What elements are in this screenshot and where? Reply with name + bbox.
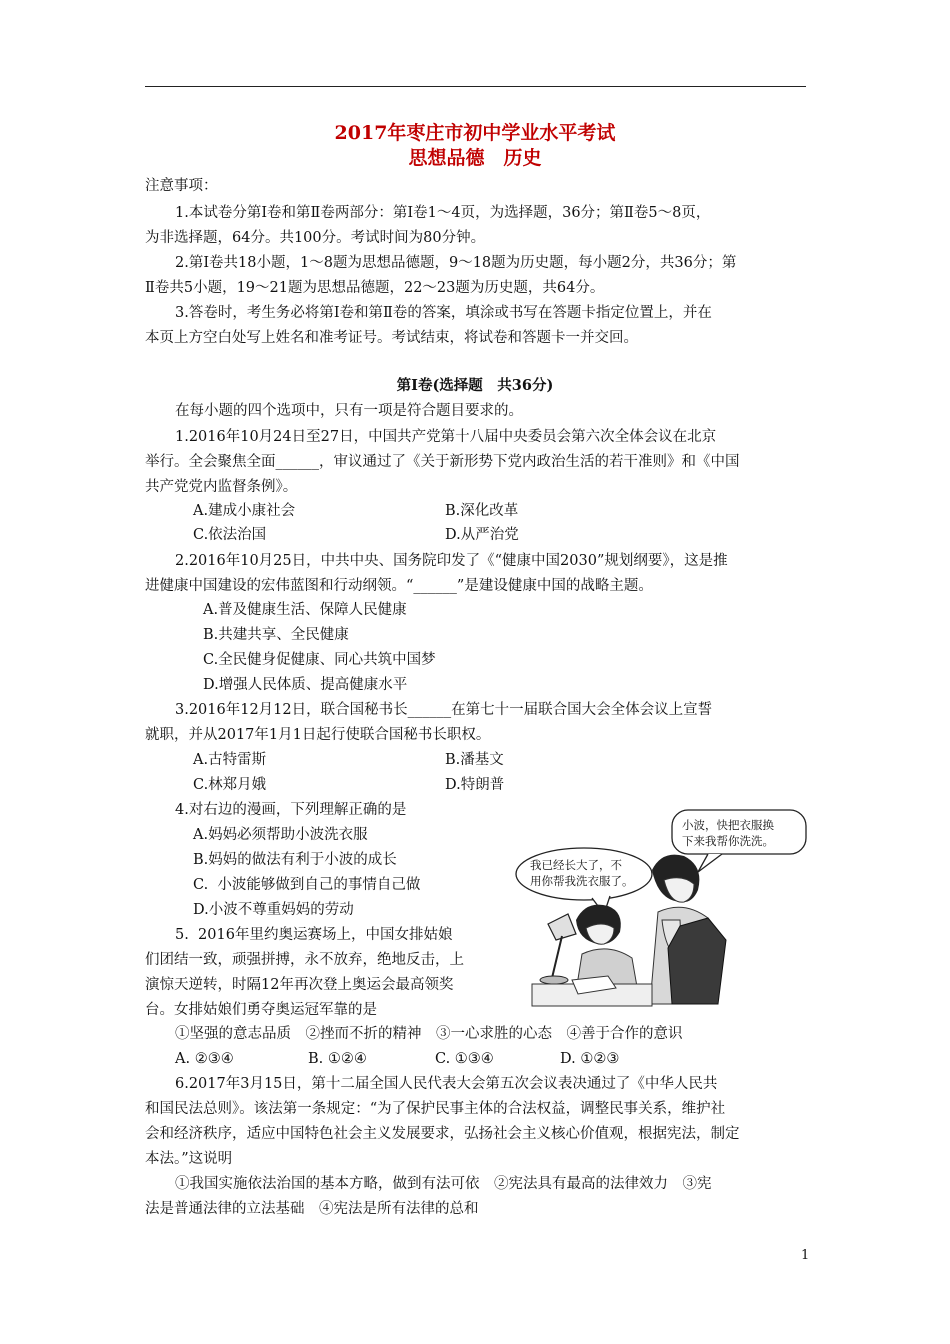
q6-line-3: 会和经济秩序，适应中国特色社会主义发展要求，弘扬社会主义核心价值观，根据宪法，制定 xyxy=(145,1126,740,1142)
q5-line-4: 台。女排姑娘们勇夺奥运冠军靠的是 xyxy=(145,1002,377,1018)
q4-stem: 4.对右边的漫画，下列理解正确的是 xyxy=(175,802,407,818)
exam-subtitle: 思想品德 历史 xyxy=(408,147,542,169)
q1-line-1: 1.2016年10月24日至27日，中国共产党第十八届中央委员会第六次全体会议在北京 xyxy=(175,429,717,445)
note-3-line-2: 本页上方空白处写上姓名和准考证号。考试结束，将试卷和答题卡一并交回。 xyxy=(145,330,638,346)
section-title: 第Ⅰ卷(选择题 共36分) xyxy=(396,377,554,394)
q5-option-a: A. ②③④ xyxy=(175,1051,234,1067)
top-rule xyxy=(145,86,806,87)
q1-option-a: A.建成小康社会 xyxy=(193,503,296,519)
mom-speech-text-2: 下来我帮你洗洗。 xyxy=(682,834,774,848)
note-1-line-2: 为非选择题，64分。共100分。考试时间为80分钟。 xyxy=(145,230,486,246)
desk-lamp-icon xyxy=(540,914,576,984)
q2-option-a: A.普及健康生活、保障人民健康 xyxy=(203,602,407,618)
q4-option-a: A.妈妈必须帮助小波洗衣服 xyxy=(193,827,368,843)
q2-option-b: B.共建共享、全民健康 xyxy=(203,627,349,643)
q1-option-d: D.从严治党 xyxy=(445,527,519,543)
q6-line-1: 6.2017年3月15日，第十二届全国人民代表大会第五次会议表决通过了《中华人民共 xyxy=(175,1076,718,1092)
q6-items-line-2: 法是普通法律的立法基础 ④宪法是所有法律的总和 xyxy=(145,1201,479,1217)
q6-line-2: 和国民法总则》。该法第一条规定：“为了保护民事主体的合法权益，调整民事关系，维护社 xyxy=(145,1101,726,1117)
q3-option-b: B.潘基文 xyxy=(445,752,504,768)
q5-option-c: C. ①③④ xyxy=(435,1051,494,1067)
q3-line-1: 3.2016年12月12日，联合国秘书长______在第七十一届联合国大会全体会议上宣誓 xyxy=(175,702,713,718)
exam-title: 2017年枣庄市初中学业水平考试 xyxy=(334,122,616,144)
cartoon-illustration xyxy=(512,808,810,1008)
note-2-line-2: Ⅱ卷共5小题，19～21题为思想品德题，22～23题为历史题，共64分。 xyxy=(145,280,605,296)
notes-heading: 注意事项： xyxy=(145,178,218,194)
q1-line-2: 举行。全会聚焦全面______，审议通过了《关于新形势下党内政治生活的若干准则》和《中国 xyxy=(145,454,740,470)
q5-line-1: 5. 2016年里约奥运赛场上，中国女排姑娘 xyxy=(175,927,453,943)
q5-line-3: 演惊天逆转，时隔12年再次登上奥运会最高领奖 xyxy=(145,977,454,993)
q4-option-b: B.妈妈的做法有利于小波的成长 xyxy=(193,852,397,868)
q3-option-a: A.古特雷斯 xyxy=(193,752,267,768)
q1-line-3: 共产党党内监督条例》。 xyxy=(145,479,298,495)
q3-line-2: 就职，并从2017年1月1日起行使联合国秘书长职权。 xyxy=(145,727,491,743)
q5-option-b: B. ①②④ xyxy=(308,1051,367,1067)
q6-line-4: 本法。”这说明 xyxy=(145,1151,233,1167)
q2-line-2: 进健康中国建设的宏伟蓝图和行动纲领。“______”是建设健康中国的战略主题。 xyxy=(145,578,653,594)
q2-line-1: 2.2016年10月25日，中共中央、国务院印发了《“健康中国2030”规划纲要》，这是推 xyxy=(175,553,728,569)
q6-items-line-1: ①我国实施依法治国的基本方略，做到有法可依 ②宪法具有最高的法律效力 ③宪 xyxy=(175,1176,712,1192)
mom-bubble-tail xyxy=(698,854,722,872)
mom-speech-text-1: 小波，快把衣服换 xyxy=(682,818,774,832)
q4-option-c: C. 小波能够做到自己的事情自己做 xyxy=(193,877,421,893)
q5-line-2: 们团结一致，顽强拼搏，永不放弃，绝地反击，上 xyxy=(145,952,464,968)
q5-option-d: D. ①②③ xyxy=(560,1051,620,1067)
q5-items: ①坚强的意志品质 ②挫而不折的精神 ③一心求胜的心态 ④善于合作的意识 xyxy=(175,1026,683,1042)
boy-speech-text-2: 用你帮我洗衣服了。 xyxy=(530,874,634,888)
q3-option-d: D.特朗普 xyxy=(445,777,505,793)
note-3-line-1: 3.答卷时，考生务必将第Ⅰ卷和第Ⅱ卷的答案，填涂或书写在答题卡指定位置上，并在 xyxy=(175,305,712,321)
note-1-line-1: 1.本试卷分第Ⅰ卷和第Ⅱ卷两部分：第Ⅰ卷1～4页，为选择题，36分；第Ⅱ卷5～8页， xyxy=(175,205,711,221)
q2-option-d: D.增强人民体质、提高健康水平 xyxy=(203,677,408,693)
section-instruction: 在每小题的四个选项中，只有一项是符合题目要求的。 xyxy=(175,403,523,419)
q3-option-c: C.林郑月娥 xyxy=(193,777,267,793)
boy-speech-text-1: 我已经长大了，不 xyxy=(530,858,622,872)
note-2-line-1: 2.第Ⅰ卷共18小题，1～8题为思想品德题，9～18题为历史题，每小题2分，共36分；第 xyxy=(175,255,737,271)
q1-option-c: C.依法治国 xyxy=(193,527,267,543)
q2-option-c: C.全民健身促健康、同心共筑中国梦 xyxy=(203,652,436,668)
q4-option-d: D.小波不尊重妈妈的劳动 xyxy=(193,902,354,918)
q1-option-b: B.深化改革 xyxy=(445,503,519,519)
page-number: 1 xyxy=(801,1248,810,1263)
